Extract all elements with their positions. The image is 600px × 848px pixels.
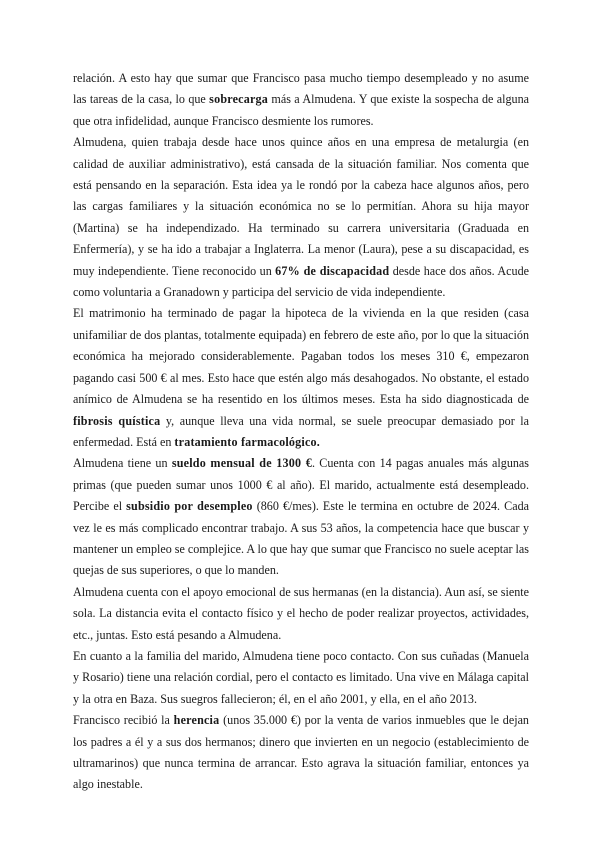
paragraph xyxy=(73,646,529,710)
paragraph xyxy=(73,68,529,132)
paragraph xyxy=(73,303,529,453)
paragraph-text: El matrimonio ha terminado de pagar la hipoteca de la vivienda en la que residen (casa unifamiliar de dos plantas, totalmente equipada) en febrero de este año, por lo que la situación económica ha mejorado considerablemente. Pagaban todos los meses 310 €, empezaron pagando casi 500 € al mes. Esto hace que estén algo más desahogados. No obstante, el estado anímico de Almudena se ha resentido en los últimos meses. Esta ha sido diagnosticada de xyxy=(73,306,529,407)
paragraph-text: y, aunque lleva una vida normal, se suele preocupar demasiado por la enfermedad. Está en xyxy=(73,413,530,449)
paragraph-text: Almudena tiene un xyxy=(73,456,172,471)
bold-text: sobrecarga xyxy=(209,92,269,107)
bold-text: tratamiento farmacológico. xyxy=(174,434,320,449)
paragraph-text: más a Almudena. Y que existe la sospecha de alguna que otra infidelidad, aunque Francisco desmiente los rumores. xyxy=(73,92,530,128)
paragraph-text: . Cuenta con 14 pagas anuales más algunas primas (que pueden sumar unos 1000 € al año). El marido, actualmente está desempleado. Percibe el xyxy=(73,456,529,514)
bold-text: subsidio por desempleo xyxy=(126,499,253,514)
paragraph-text: desde hace dos años. Acude como voluntaria a Granadown y participa del servicio de vida independiente. xyxy=(73,263,529,300)
paragraph-text: (unos 35.000 €) por la venta de varios inmuebles que le dejan los padres a él y a sus dos hermanos; dinero que invierten en un negocio (establecimiento de ultramarinos) que nunca termina de arrancar. Esto agrava la situación familiar, entonces ya algo inestable. xyxy=(73,713,529,792)
bold-text: herencia xyxy=(173,713,220,728)
paragraph xyxy=(73,710,529,796)
paragraph-text: Almudena, quien trabaja desde hace unos quince años en una empresa de metalurgia (en calidad de auxiliar administrativo), está cansada de la situación familiar. Nos comenta que está pensando en la separación. Esta idea ya le rondó por la cabeza hace algunos años, pero las cargas familiares y la situación económica no se lo permitían. Ahora su hija mayor (Martina) se ha independizado. Ha terminado su carrera universitaria (Graduada en Enfermería), y se ha ido a trabajar a Inglaterra. La menor (Laura), pese a su discapacidad, es muy independiente. Tiene reconocido un xyxy=(73,135,529,278)
paragraph-text: Almudena cuenta con el apoyo emocional de sus hermanas (en la distancia). Aun así, se siente sola. La distancia evita el contacto físico y el hecho de poder realizar proyectos, actividades, etc., juntas. Esto está pesando a Almudena. xyxy=(73,584,529,642)
paragraph xyxy=(73,132,529,303)
paragraph xyxy=(73,453,529,581)
document-body xyxy=(73,68,529,796)
paragraph xyxy=(73,582,529,646)
bold-text: fibrosis quística xyxy=(73,413,161,428)
paragraph-text: Francisco recibió la xyxy=(73,713,174,728)
bold-text: sueldo mensual de 1300 € xyxy=(171,456,312,471)
paragraph-text: relación. A esto hay que sumar que Francisco pasa mucho tiempo desempleado y no asume las tareas de la casa, lo que xyxy=(73,71,529,107)
paragraph-text: En cuanto a la familia del marido, Almudena tiene poco contacto. Con sus cuñadas (Manuela y Rosario) tiene una relación cordial, pero el contacto es limitado. Una vive en Málaga capital y la otra en Baza. Sus suegros fallecieron; él, en el año 2001, y ella, en el año 2013. xyxy=(73,648,529,706)
bold-text: 67% de discapacidad xyxy=(275,263,390,278)
paragraph-text: (860 €/mes). Este le termina en octubre de 2024. Cada vez le es más complicado encontrar trabajo. A sus 53 años, la competencia hace que buscar y mantener un empleo se complejice. A lo que hay que sumar que Francisco no suele aceptar las quejas de sus superiores, o que lo manden. xyxy=(73,499,529,578)
